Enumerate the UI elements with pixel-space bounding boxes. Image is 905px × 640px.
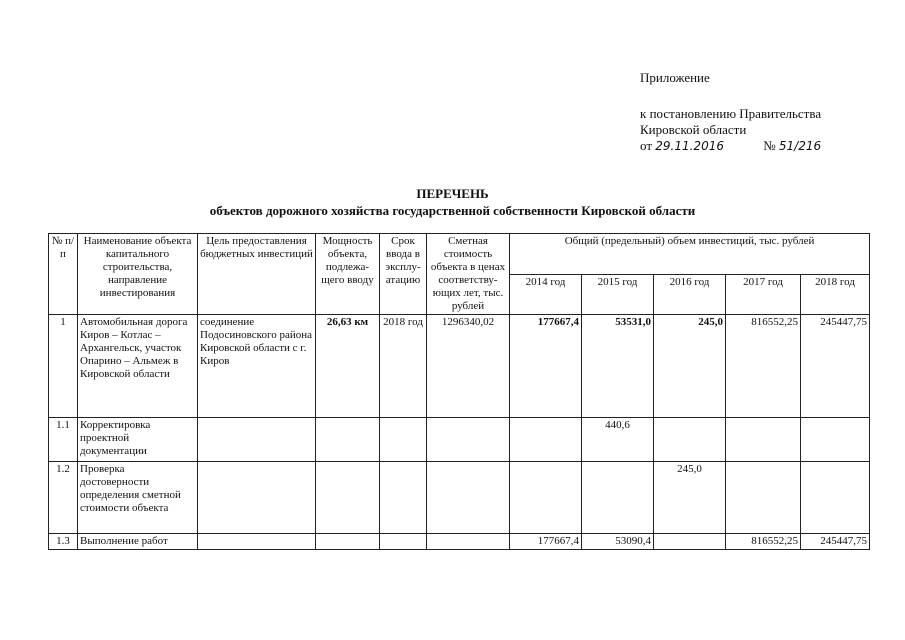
cell-goal [198, 418, 316, 462]
cell-term [380, 534, 427, 550]
header-row [49, 234, 870, 275]
cell-2017: 816552,25 [726, 315, 801, 418]
header-capacity: Мощность объекта, подлежа-щего вводу [316, 234, 380, 315]
cell-capacity [316, 534, 380, 550]
appendix-block [640, 70, 821, 154]
cell-no: 1.2 [49, 462, 78, 534]
appendix-title: Приложение [640, 70, 710, 85]
cell-no: 1.3 [49, 534, 78, 550]
cell-name: Корректировка проектной документации [78, 418, 198, 462]
cell-term [380, 462, 427, 534]
header-year: 2015 год [582, 274, 654, 315]
cell-no: 1.1 [49, 418, 78, 462]
cell-2018 [801, 462, 870, 534]
header-volume: Общий (предельный) объем инвестиций, тыс. рублей [510, 234, 870, 275]
cell-cost [427, 534, 510, 550]
table-row [49, 534, 870, 550]
cell-goal [198, 462, 316, 534]
cell-capacity [316, 462, 380, 534]
cell-2014 [510, 418, 582, 462]
cell-2015 [582, 462, 654, 534]
cell-2018 [801, 418, 870, 462]
cell-2015: 53090,4 [582, 534, 654, 550]
cell-2017 [726, 462, 801, 534]
header-no: № п/п [49, 234, 78, 315]
header-year: 2014 год [510, 274, 582, 315]
cell-2015: 53531,0 [582, 315, 654, 418]
cell-2014: 177667,4 [510, 534, 582, 550]
cell-name: Проверка достоверности определения сметной стоимости объекта [78, 462, 198, 534]
cell-cost: 1296340,02 [427, 315, 510, 418]
cell-2016: 245,0 [654, 315, 726, 418]
header-year: 2016 год [654, 274, 726, 315]
cell-2015: 440,6 [582, 418, 654, 462]
cell-no: 1 [49, 315, 78, 418]
cell-2017 [726, 418, 801, 462]
appendix-region: Кировской области [640, 122, 747, 137]
date-handwritten: 29.11.2016 [655, 139, 724, 153]
cell-2018: 245447,75 [801, 315, 870, 418]
header-year: 2017 год [726, 274, 801, 315]
cell-cost [427, 462, 510, 534]
header-goal: Цель предоставления бюджетных инвестиций [198, 234, 316, 315]
table-row [49, 315, 870, 418]
cell-cost [427, 418, 510, 462]
header-year: 2018 год [801, 274, 870, 315]
cell-2017: 816552,25 [726, 534, 801, 550]
cell-2016: 245,0 [654, 462, 726, 534]
cell-term: 2018 год [380, 315, 427, 418]
header-term: Срок ввода в эксплу-атацию [380, 234, 427, 315]
cell-2014: 177667,4 [510, 315, 582, 418]
date-prefix: от [640, 138, 653, 153]
document-title: ПЕРЕЧЕНЬ [416, 186, 489, 201]
cell-term [380, 418, 427, 462]
cell-capacity: 26,63 км [316, 315, 380, 418]
cell-capacity [316, 418, 380, 462]
header-cost: Сметная стоимость объекта в ценах соответству-ющих лет, тыс. рублей [427, 234, 510, 315]
investment-table [48, 233, 870, 550]
cell-name: Автомобильная дорога Киров – Котлас – Архангельск, участок Опарино – Альмеж в Кировской области [78, 315, 198, 418]
cell-2018: 245447,75 [801, 534, 870, 550]
cell-2014 [510, 462, 582, 534]
table-row [49, 462, 870, 534]
number-prefix: № [763, 138, 776, 153]
cell-2016 [654, 418, 726, 462]
table-row [49, 418, 870, 462]
number-handwritten: 51/216 [778, 139, 822, 153]
cell-goal [198, 534, 316, 550]
cell-2016 [654, 534, 726, 550]
header-name: Наименование объекта капитального строительства, направление инвестирования [78, 234, 198, 315]
appendix-to: к постановлению Правительства [640, 106, 822, 121]
cell-goal: соединение Подосиновского района Кировской области с г. Киров [198, 315, 316, 418]
document-subtitle: объектов дорожного хозяйства государственной собственности Кировской области [209, 203, 696, 218]
cell-name: Выполнение работ [78, 534, 198, 550]
appendix-date-line [640, 138, 821, 154]
